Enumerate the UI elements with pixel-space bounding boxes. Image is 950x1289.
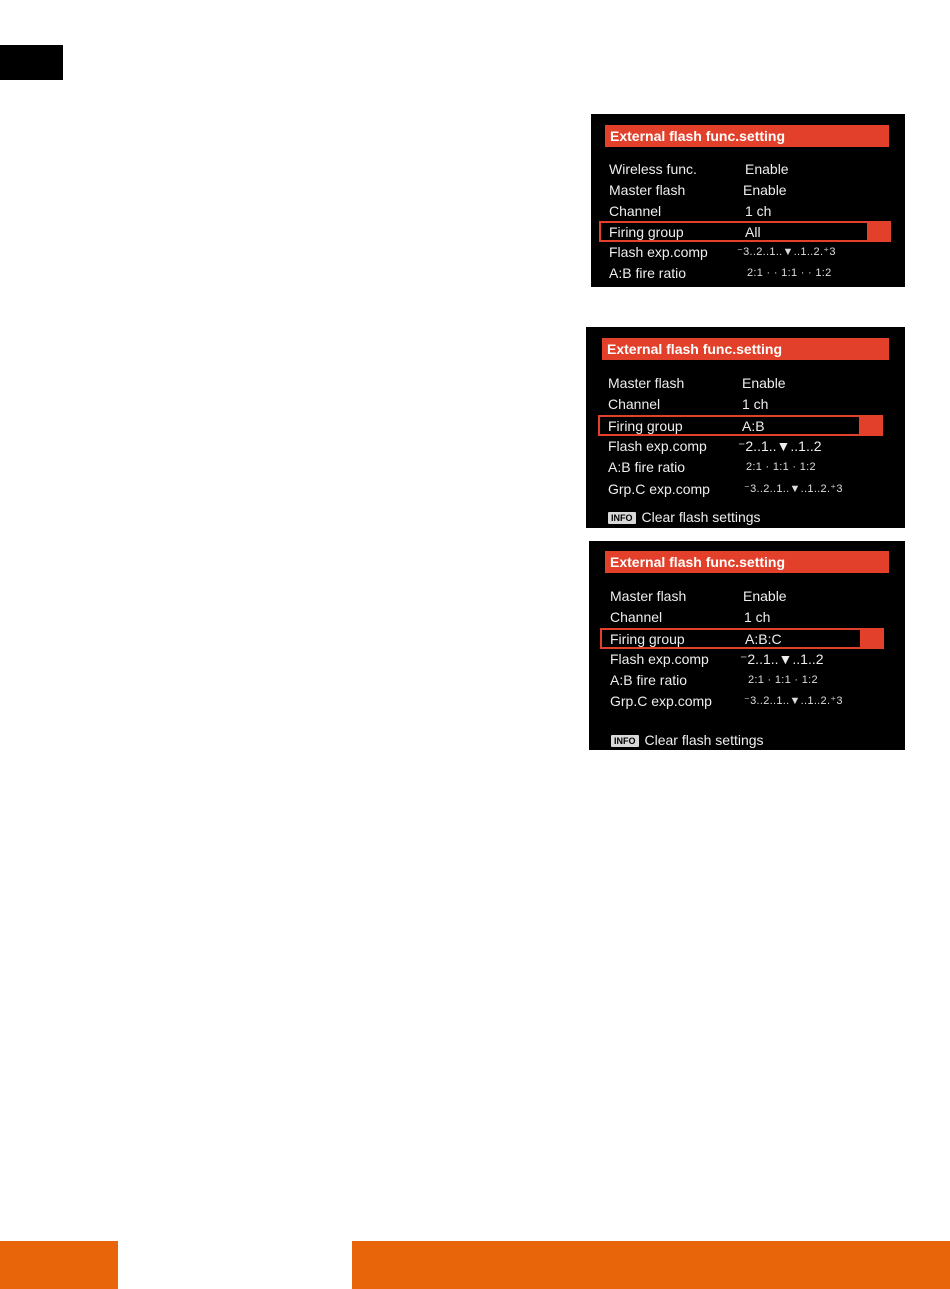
row-label: Master flash xyxy=(608,375,685,391)
row-label: Channel xyxy=(610,609,663,625)
selection-indicator xyxy=(862,628,884,649)
exposure-scale: ⁻3..2..1..▼..1..2.⁺3 xyxy=(744,695,843,707)
row-label: Flash exp.comp xyxy=(610,651,709,667)
row-label: Firing group xyxy=(608,418,683,434)
row-label: Grp.C exp.comp xyxy=(610,693,712,709)
selection-indicator xyxy=(861,415,883,436)
row-label: Master flash xyxy=(609,182,686,198)
menu-row-master-flash[interactable] xyxy=(602,586,886,607)
info-text: Clear flash settings xyxy=(641,509,761,525)
menu-row-ab-fire-ratio[interactable] xyxy=(600,457,884,478)
row-value: A:B:C xyxy=(745,631,782,647)
menu-row-channel[interactable] xyxy=(602,607,886,628)
row-value: 1 ch xyxy=(745,203,772,219)
row-label: A:B fire ratio xyxy=(610,672,688,688)
footer-bar-left xyxy=(0,1241,118,1289)
row-label: Wireless func. xyxy=(609,161,697,177)
row-value: All xyxy=(745,224,761,240)
row-label: Grp.C exp.comp xyxy=(608,481,710,497)
menu-row-master-flash[interactable] xyxy=(601,180,885,201)
menu-row-grp-c-exp-comp[interactable] xyxy=(602,691,886,712)
row-value: A:B xyxy=(742,418,765,434)
row-label: A:B fire ratio xyxy=(609,265,687,281)
row-label: Channel xyxy=(608,396,661,412)
info-text: Clear flash settings xyxy=(644,732,764,748)
info-button-icon: INFO xyxy=(608,512,636,524)
row-label: Flash exp.comp xyxy=(608,438,707,454)
exposure-scale: ⁻3..2..1..▼..1..2.⁺3 xyxy=(744,483,843,495)
camera-screen-2 xyxy=(586,327,905,528)
menu-row-channel[interactable] xyxy=(600,394,884,415)
row-label: Flash exp.comp xyxy=(609,244,708,260)
ratio-scale: 2:1 · 1:1 · 1:2 xyxy=(748,674,818,686)
menu-row-firing-group[interactable] xyxy=(600,628,862,649)
row-label: Master flash xyxy=(610,588,687,604)
camera-screen-3 xyxy=(589,541,905,750)
row-value: Enable xyxy=(743,588,787,604)
row-label: Firing group xyxy=(609,224,684,240)
clear-flash-settings-hint[interactable] xyxy=(611,731,764,749)
menu-row-flash-exp-comp[interactable] xyxy=(600,436,884,457)
selection-indicator xyxy=(869,221,891,242)
screen-title: External flash func.setting xyxy=(605,125,889,147)
menu-row-firing-group[interactable] xyxy=(599,221,869,242)
row-value: Enable xyxy=(742,375,786,391)
menu-row-wireless-func[interactable] xyxy=(601,159,885,180)
camera-screen-1 xyxy=(591,114,905,287)
ratio-scale: 2:1 · 1:1 · 1:2 xyxy=(746,461,816,473)
menu-row-flash-exp-comp[interactable] xyxy=(601,242,885,263)
page-tab-marker xyxy=(0,45,63,80)
clear-flash-settings-hint[interactable] xyxy=(608,508,761,526)
row-value: Enable xyxy=(743,182,787,198)
screen-title: External flash func.setting xyxy=(602,338,889,360)
menu-row-ab-fire-ratio[interactable] xyxy=(601,263,885,284)
row-value: 1 ch xyxy=(744,609,771,625)
menu-row-firing-group[interactable] xyxy=(598,415,861,436)
row-label: Firing group xyxy=(610,631,685,647)
row-label: A:B fire ratio xyxy=(608,459,686,475)
info-button-icon: INFO xyxy=(611,735,639,747)
footer-bar-right xyxy=(352,1241,950,1289)
menu-row-ab-fire-ratio[interactable] xyxy=(602,670,886,691)
row-value: 1 ch xyxy=(742,396,769,412)
menu-row-grp-c-exp-comp[interactable] xyxy=(600,479,884,500)
row-value: Enable xyxy=(745,161,789,177)
exposure-scale: ⁻2..1..▼..1..2 xyxy=(738,438,822,454)
menu-row-master-flash[interactable] xyxy=(600,373,884,394)
row-label: Channel xyxy=(609,203,662,219)
exposure-scale: ⁻2..1..▼..1..2 xyxy=(740,651,824,667)
screen-title: External flash func.setting xyxy=(605,551,889,573)
menu-row-channel[interactable] xyxy=(601,201,885,222)
menu-row-flash-exp-comp[interactable] xyxy=(602,649,886,670)
exposure-scale: ⁻3..2..1..▼..1..2.⁺3 xyxy=(737,246,836,258)
ratio-scale: 2:1 · · 1:1 · · 1:2 xyxy=(747,267,832,279)
